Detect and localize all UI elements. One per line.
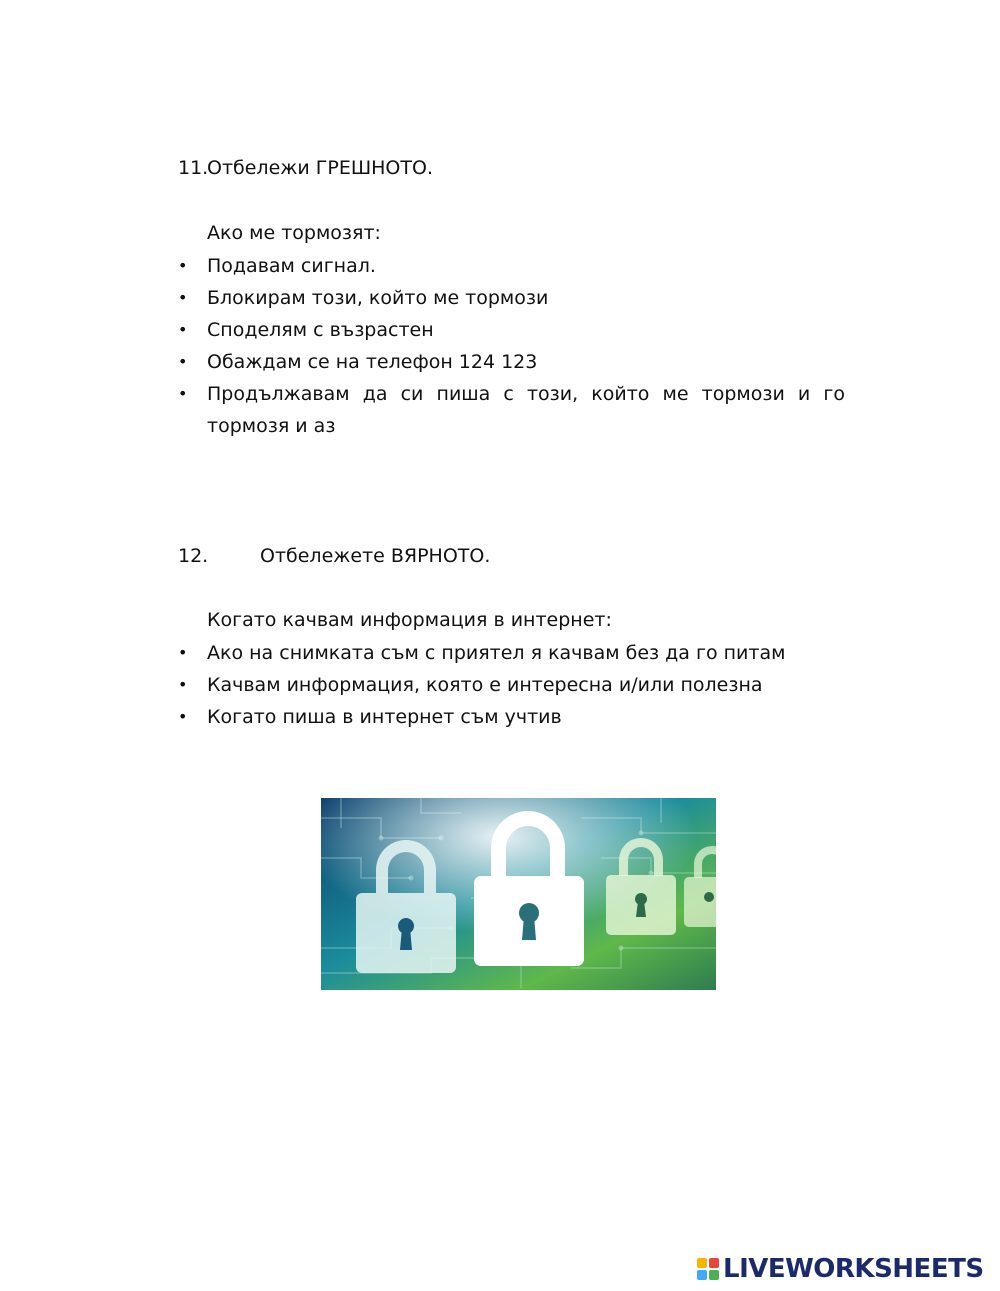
- question-12-list: [178, 637, 845, 733]
- question-11-title: [178, 157, 433, 179]
- bullet-icon: •: [178, 707, 188, 726]
- question-12-number: 12.: [178, 545, 209, 567]
- logo-square: [709, 1270, 719, 1280]
- brand-text: LIVEWORKSHEETS: [723, 1254, 984, 1284]
- list-item[interactable]: • Когато пиша в интернет съм учтив: [178, 701, 845, 733]
- list-item[interactable]: • Обаждам се на телефон 124 123: [178, 346, 845, 378]
- question-11-list: [178, 250, 845, 442]
- list-item[interactable]: • Подавам сигнал.: [178, 250, 845, 282]
- padlock-image: [321, 798, 716, 990]
- logo-square: [697, 1258, 707, 1268]
- list-item[interactable]: • Качвам информация, която е интересна и/или полезна: [178, 669, 845, 701]
- bullet-icon: •: [178, 384, 188, 403]
- logo-square: [697, 1270, 707, 1280]
- list-item[interactable]: • Ако на снимката съм с приятел я качвам без да го питам: [178, 637, 845, 669]
- bullet-icon: •: [178, 288, 188, 307]
- question-11-intro: Ако ме тормозят:: [207, 222, 381, 244]
- list-item[interactable]: • Споделям с възрастен: [178, 314, 845, 346]
- bullet-icon: •: [178, 675, 188, 694]
- question-12-intro: Когато качвам информация в интернет:: [207, 609, 612, 631]
- question-12-text: Отбележете ВЯРНОТО.: [260, 545, 491, 567]
- bullet-icon: •: [178, 352, 188, 371]
- padlock-icon: [321, 798, 716, 990]
- liveworksheets-logo: [697, 1258, 719, 1280]
- list-item[interactable]: • Продължавам да си пиша с този, който ме тормози и го тормозя и аз: [178, 378, 845, 442]
- question-11-number: 11.: [178, 157, 209, 179]
- logo-square: [709, 1258, 719, 1268]
- question-11-text: Отбележи ГРЕШНОТО.: [207, 157, 433, 179]
- liveworksheets-brand: [697, 1254, 984, 1284]
- bullet-icon: •: [178, 256, 188, 275]
- question-12-title: [178, 545, 490, 567]
- bullet-icon: •: [178, 320, 188, 339]
- list-item[interactable]: • Блокирам този, който ме тормози: [178, 282, 845, 314]
- bullet-icon: •: [178, 643, 188, 662]
